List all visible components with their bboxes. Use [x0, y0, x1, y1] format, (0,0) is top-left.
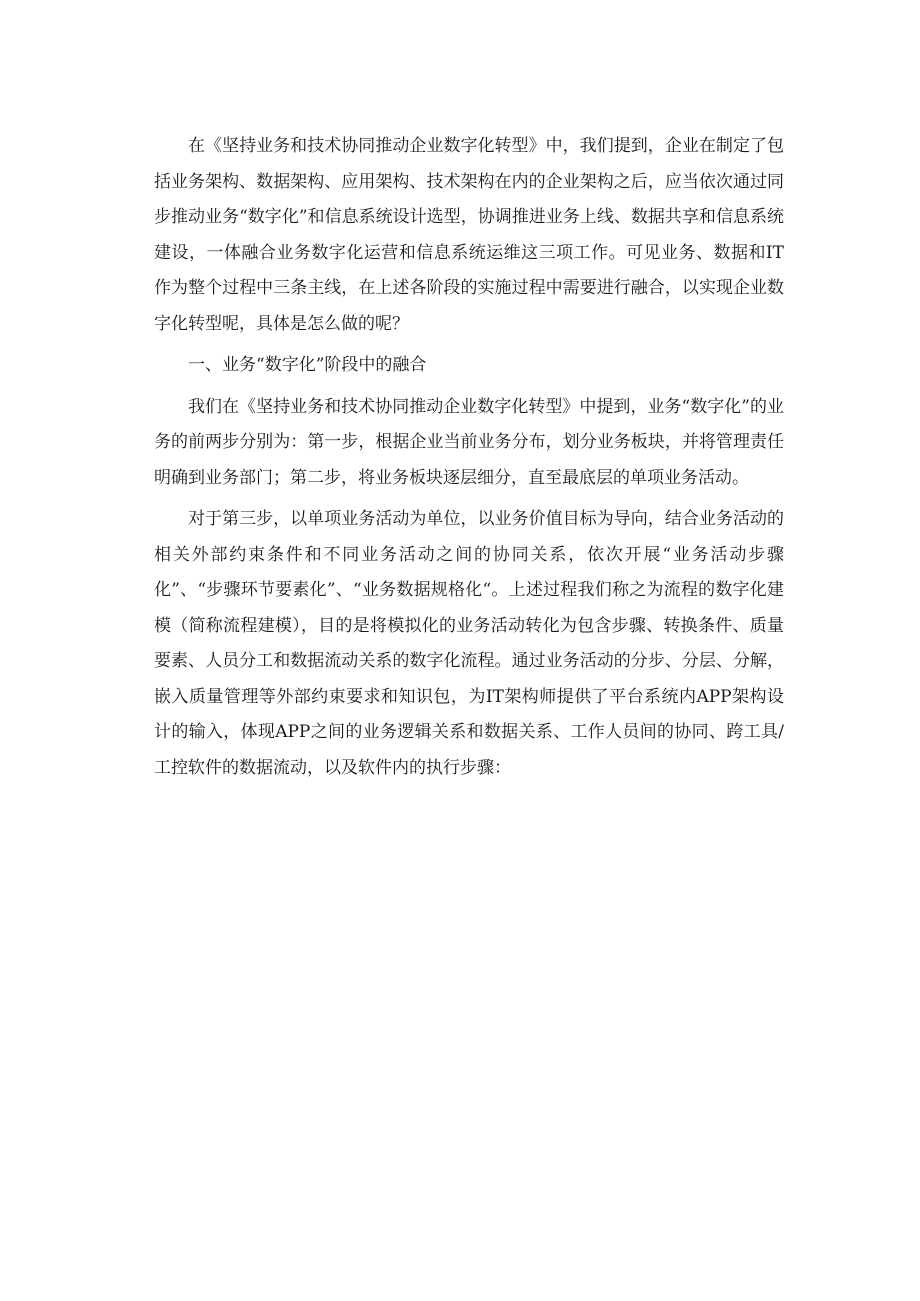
section-heading: 一、业务“数字化”阶段中的融合: [188, 355, 427, 375]
paragraph-steps-one-two: 我们在《坚持业务和技术协同推动企业数字化转型》中提到，业务“数字化”的业务的前两步分别为：第一步，根据企业当前业务分布，划分业务板块，并将管理责任明确到业务部门；第二步，将业务板块逐层细分，直至最底层的单项业务活动。: [154, 396, 784, 488]
paragraph-step-three: 对于第三步，以单项业务活动为单位，以业务价值目标为导向，结合业务活动的相关外部约束条件和不同业务活动之间的协同关系，依次开展“业务活动步骤化”、“步骤环节要素化”、“业务数据规格化“。上述过程我们称之为流程的数字化建模（简称流程建模），目的是将模拟化的业务活动转化为包含步骤、转换条件、质量要素、人员分工和数据流动关系的数字化流程。通过业务活动的分步、分层、分解，嵌入质量管理等外部约束要求和知识包，为IT架构师提供了平台系统内APP架构设计的输入，体现APP之间的业务逻辑关系和数据关系、工作人员间的协同、跨工具/工控软件的数据流动，以及软件内的执行步骤：: [154, 509, 784, 778]
intro-paragraph: 在《坚持业务和技术协同推动企业数字化转型》中，我们提到，企业在制定了包括业务架构、数据架构、应用架构、技术架构在内的企业架构之后，应当依次通过同步推动业务“数字化”和信息系统设计选型，协调推进业务上线、数据共享和信息系统建设，一体融合业务数字化运营和信息系统运维这三项工作。可见业务、数据和IT作为整个过程中三条主线，在上述各阶段的实施过程中需要进行融合，以实现企业数字化转型呢，具体是怎么做的呢？: [154, 136, 784, 334]
document-body: [154, 129, 784, 786]
